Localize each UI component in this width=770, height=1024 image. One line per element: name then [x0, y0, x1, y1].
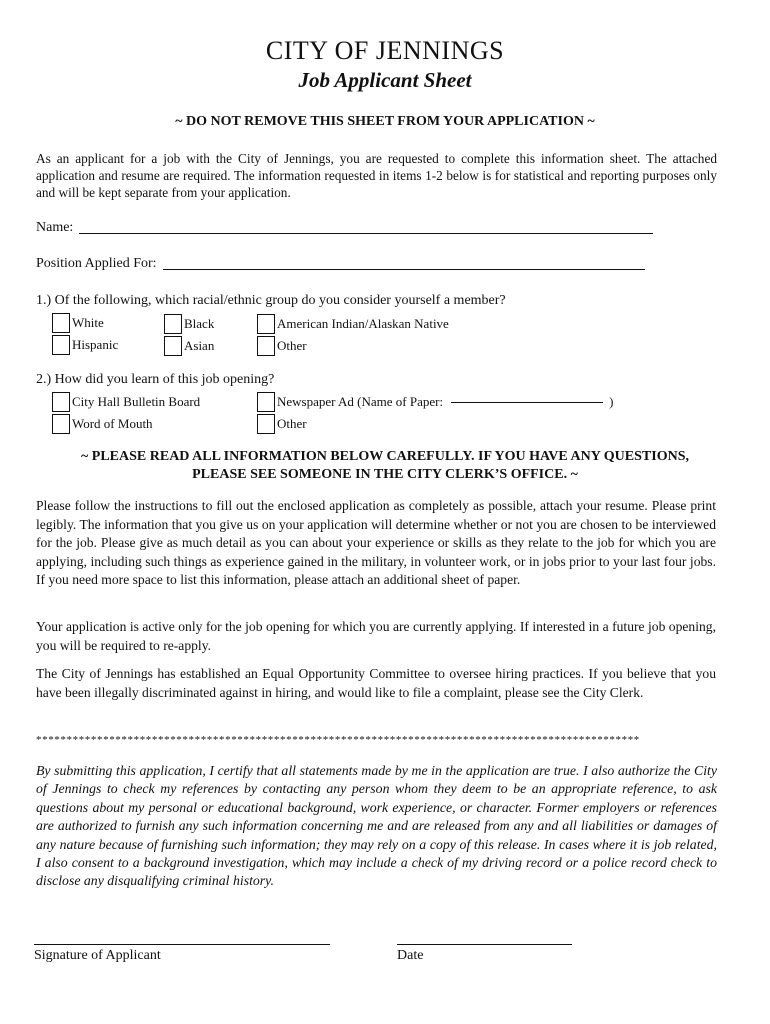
- name-field-row: [36, 220, 653, 236]
- option-other-source-label: Other: [277, 416, 307, 431]
- city-title: CITY OF JENNINGS: [265, 36, 505, 65]
- option-newspaper-ad[interactable]: [257, 392, 613, 412]
- intro-paragraph: As an applicant for a job with the City of Jennings, you are requested to complete this information sheet. The attached application and resume are required. The information requested in items 1-2 below is for statistical and reporting purposes only and will be kept separate from your application.: [36, 151, 717, 200]
- signature-line[interactable]: [34, 944, 330, 945]
- option-white[interactable]: [52, 313, 104, 333]
- checkbox-other-race[interactable]: [257, 336, 275, 356]
- option-american-indian[interactable]: [257, 314, 449, 334]
- date-line[interactable]: [397, 944, 572, 945]
- checkbox-hispanic[interactable]: [52, 335, 70, 355]
- equal-opportunity-paragraph: The City of Jennings has established an Equal Opportunity Committee to oversee hiring practices. If you believe that you have been illegally discriminated against in hiring, and would like to file a complaint, please see the City Clerk.: [36, 666, 716, 700]
- asterisk-divider: ***************************************************************************************************: [36, 734, 640, 746]
- question-2-label: 2.) How did you learn of this job opening?: [36, 372, 275, 387]
- instructions-paragraph: Please follow the instructions to fill out the enclosed application as completely as possible, attach your resume. Please print legibly. The information that you give us on your application will determine whether or not you are chosen to be interviewed for the job. Please give as much detail as you can about your experience or skills as they relate to the job for which you are applying, including such things as experience gained in the military, in volunteer work, or in jobs prior to your last four jobs. If you need more space to list this information, please attach an additional sheet of paper.: [36, 498, 716, 587]
- certification-statement: By submitting this application, I certify that all statements made by me in the application are true. I also authorize the City of Jennings to check my references by contacting any person whom they deem to be an appropriate reference, to ask questions about my personal or educational background, work experience, or character. Former employers or references are authorized to furnish any such information concerning me and are released from any and all liabilities or damages of any nature because of furnishing such information; they may rely on a copy of this release. In cases where it is job related, I also consent to a background investigation, which may include a check of my driving record or a police record check to disclose any disqualifying criminal history.: [36, 763, 717, 889]
- option-newspaper-ad-label: Newspaper Ad (Name of Paper:: [277, 394, 444, 409]
- option-hispanic[interactable]: [52, 335, 118, 355]
- checkbox-black[interactable]: [164, 314, 182, 334]
- read-carefully-notice: [36, 448, 734, 484]
- checkbox-asian[interactable]: [164, 336, 182, 356]
- position-label: Position Applied For:: [36, 256, 157, 271]
- option-asian-label: Asian: [184, 338, 215, 353]
- option-black-label: Black: [184, 316, 215, 331]
- do-not-remove-warning: ~ DO NOT REMOVE THIS SHEET FROM YOUR APPLICATION ~: [175, 114, 595, 129]
- option-bulletin-board-label: City Hall Bulletin Board: [72, 394, 201, 409]
- active-application-paragraph: Your application is active only for the job opening for which you are currently applying. If interested in a future job opening, you will be required to re-apply.: [36, 619, 716, 653]
- option-hispanic-label: Hispanic: [72, 337, 119, 352]
- option-white-label: White: [72, 315, 104, 330]
- option-other-source[interactable]: [257, 414, 307, 434]
- option-other-race-label: Other: [277, 338, 307, 353]
- option-bulletin-board[interactable]: [52, 392, 200, 412]
- checkbox-bulletin-board[interactable]: [52, 392, 70, 412]
- checkbox-american-indian[interactable]: [257, 314, 275, 334]
- signature-label: Signature of Applicant: [34, 948, 161, 963]
- option-word-of-mouth-label: Word of Mouth: [72, 416, 153, 431]
- paper-name-line[interactable]: [451, 401, 603, 403]
- checkbox-other-source[interactable]: [257, 414, 275, 434]
- paper-close-paren: ): [609, 394, 614, 409]
- notice-line-1: ~ PLEASE READ ALL INFORMATION BELOW CAREFULLY. IF YOU HAVE ANY QUESTIONS,: [81, 449, 689, 464]
- checkbox-word-of-mouth[interactable]: [52, 414, 70, 434]
- position-input-line[interactable]: [163, 268, 645, 270]
- checkbox-white[interactable]: [52, 313, 70, 333]
- sheet-title: Job Applicant Sheet: [298, 68, 472, 92]
- option-other-race[interactable]: [257, 336, 307, 356]
- name-label: Name:: [36, 220, 74, 235]
- date-label: Date: [397, 948, 424, 963]
- option-asian[interactable]: [164, 336, 214, 356]
- option-black[interactable]: [164, 314, 214, 334]
- option-american-indian-label: American Indian/Alaskan Native: [277, 316, 449, 331]
- checkbox-newspaper-ad[interactable]: [257, 392, 275, 412]
- option-word-of-mouth[interactable]: [52, 414, 153, 434]
- notice-line-2: PLEASE SEE SOMEONE IN THE CITY CLERK’S OFFICE. ~: [192, 467, 578, 482]
- question-1-label: 1.) Of the following, which racial/ethnic group do you consider yourself a member?: [36, 293, 506, 308]
- name-input-line[interactable]: [79, 232, 653, 234]
- position-field-row: [36, 256, 645, 272]
